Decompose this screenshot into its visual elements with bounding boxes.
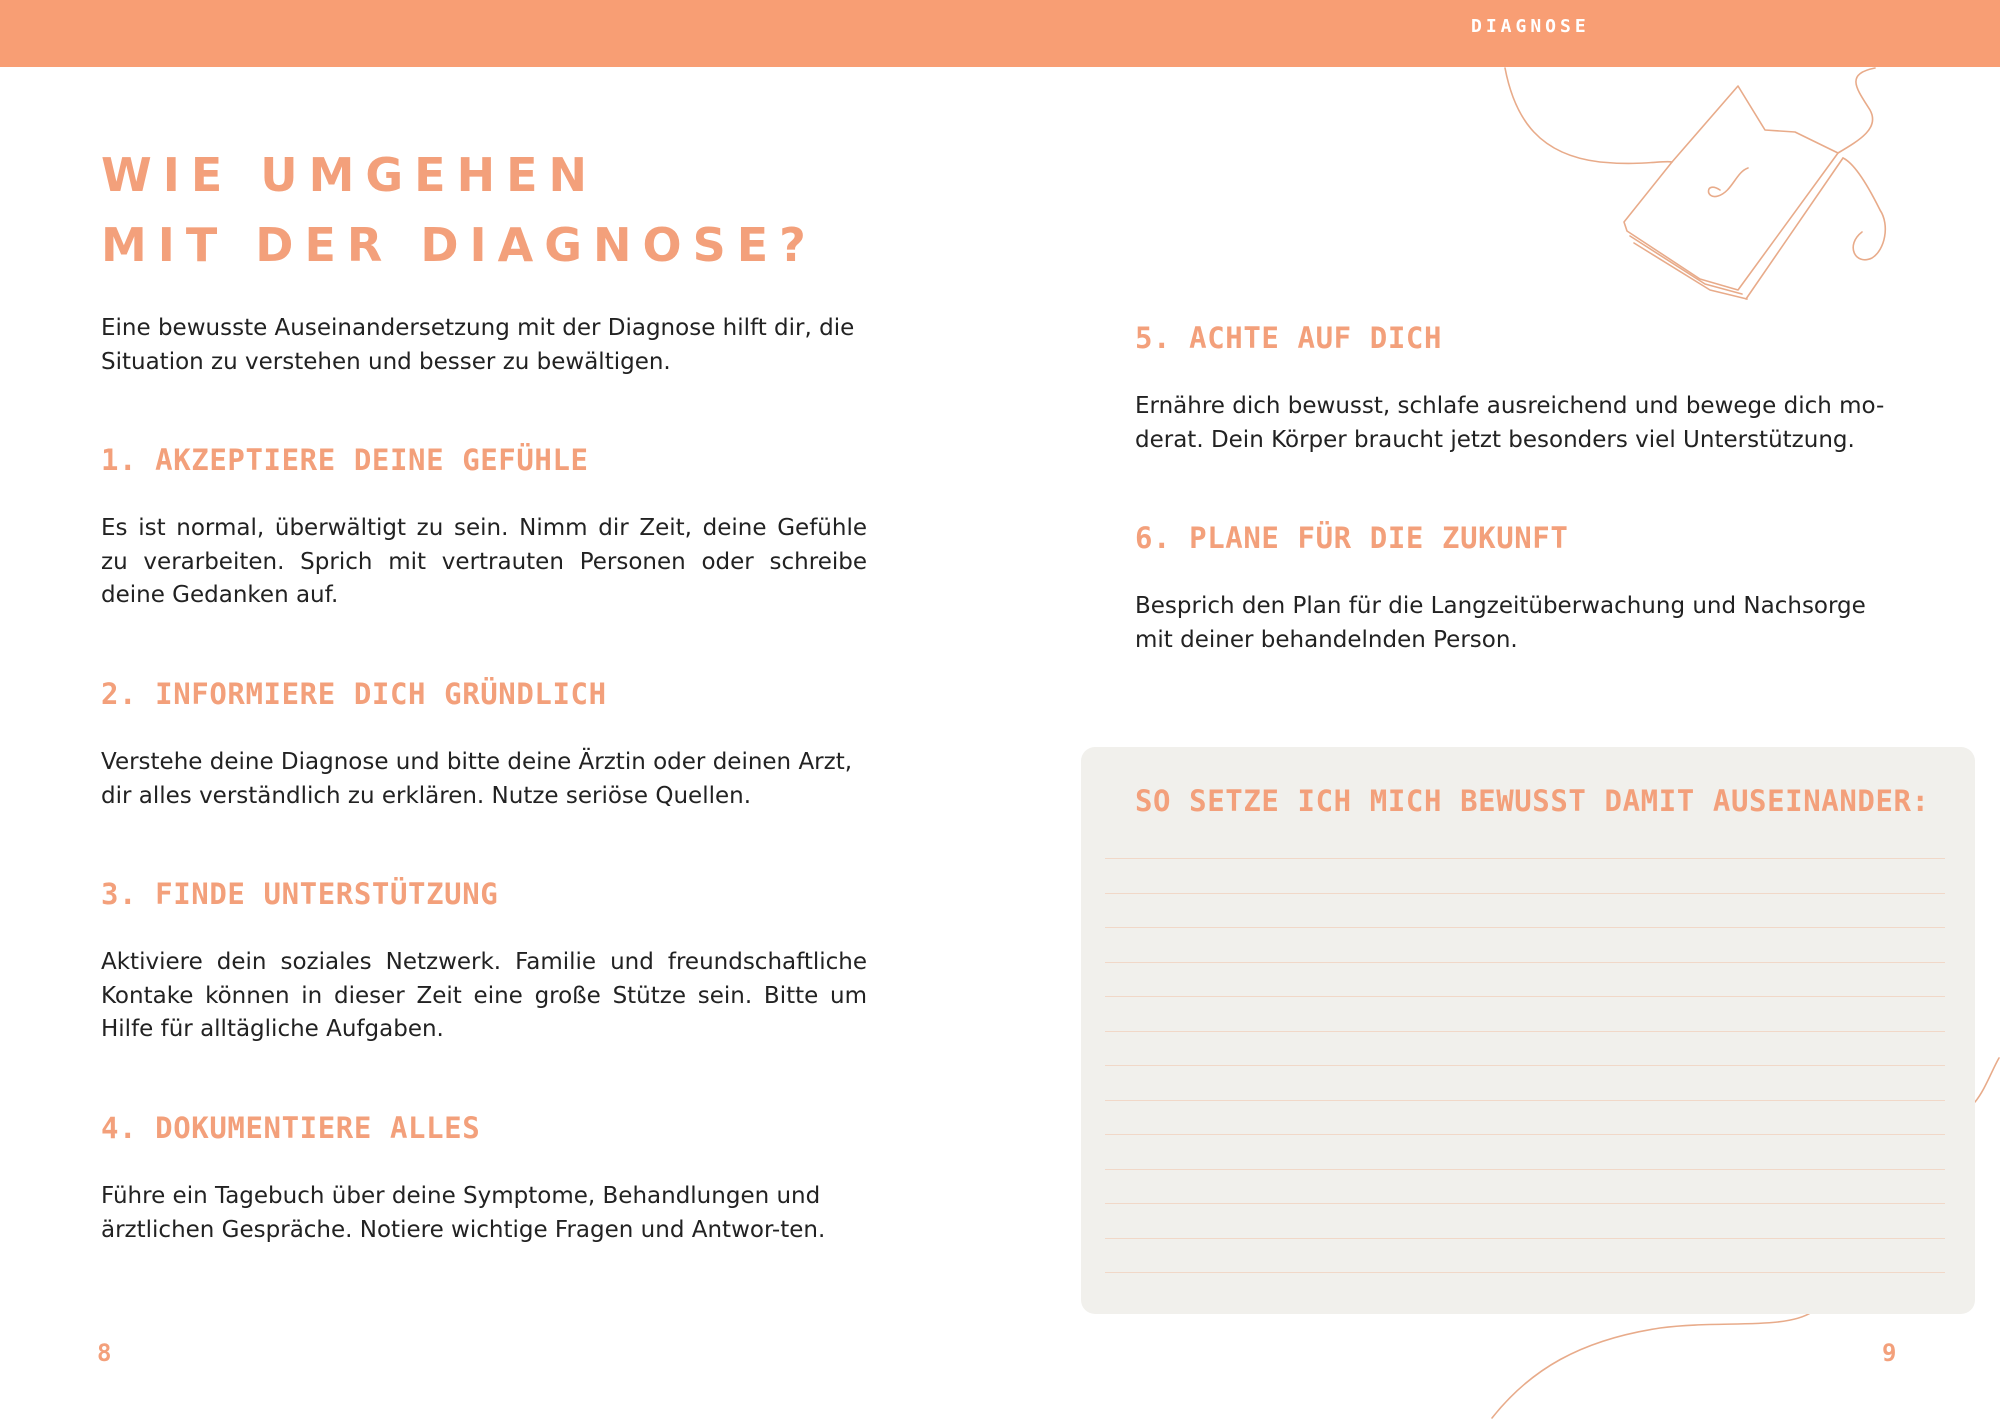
section-5-body: Ernähre dich bewusst, schlafe ausreichend und bewege dich mo-derat. Dein Körper braucht jetzt besonders viel Unterstützung. — [1135, 393, 1885, 453]
header-bar — [0, 0, 2000, 67]
page-title — [101, 140, 817, 280]
note-line[interactable] — [1105, 1272, 1945, 1273]
note-line[interactable] — [1105, 1134, 1945, 1135]
page-number-right: 9 — [1882, 1339, 1897, 1367]
section-3-heading: 3. FINDE UNTERSTÜTZUNG — [101, 877, 499, 911]
note-line[interactable] — [1105, 1065, 1945, 1066]
section-4-body: Führe ein Tagebuch über deine Symptome, Behandlungen und ärztlichen Gespräche. Notiere wichtige Fragen und Antwor-ten. — [101, 1183, 826, 1243]
note-line[interactable] — [1105, 893, 1945, 894]
note-line[interactable] — [1105, 1169, 1945, 1170]
intro-text: Eine bewusste Auseinandersetzung mit der Diagnose hilft dir, die Situation zu verstehen und besser zu bewältigen. — [101, 315, 855, 375]
page-number-left: 8 — [97, 1339, 112, 1367]
note-line[interactable] — [1105, 858, 1945, 859]
note-line[interactable] — [1105, 996, 1945, 997]
note-line[interactable] — [1105, 1203, 1945, 1204]
note-line[interactable] — [1105, 1238, 1945, 1239]
section-3-body: Aktiviere dein soziales Netzwerk. Familie und freundschaftliche Kontake können in dieser Zeit eine große Stütze sein. Bitte um Hilfe für alltägliche Aufgaben. — [101, 949, 867, 1042]
section-4-heading: 4. DOKUMENTIERE ALLES — [101, 1111, 481, 1145]
section-2-body: Verstehe deine Diagnose und bitte deine Ärztin oder deinen Arzt, dir alles verständlich zu erklären. Nutze seriöse Quellen. — [101, 749, 853, 809]
note-line[interactable] — [1105, 1100, 1945, 1101]
note-line[interactable] — [1105, 962, 1945, 963]
note-line[interactable] — [1105, 1031, 1945, 1032]
section-1-body: Es ist normal, überwältigt zu sein. Nimm dir Zeit, deine Gefühle zu verarbeiten. Sprich mit vertrauten Personen oder schreibe deine Gedanken auf. — [101, 515, 867, 608]
section-6-heading: 6. PLANE FÜR DIE ZUKUNFT — [1135, 521, 1569, 555]
section-2-heading: 2. INFORMIERE DICH GRÜNDLICH — [101, 677, 607, 711]
notes-panel — [1081, 747, 1975, 1314]
note-line[interactable] — [1105, 927, 1945, 928]
section-6-body: Besprich den Plan für die Langzeitüberwachung und Nachsorge mit deiner behandelnden Person. — [1135, 593, 1866, 653]
section-tag: DIAGNOSE — [1471, 16, 1590, 37]
section-5-heading: 5. ACHTE AUF DICH — [1135, 321, 1443, 355]
title-line-2: MIT DER DIAGNOSE? — [101, 218, 817, 272]
notes-heading: SO SETZE ICH MICH BEWUSST DAMIT AUSEINANDER: — [1135, 784, 1930, 818]
section-1-heading: 1. AKZEPTIERE DEINE GEFÜHLE — [101, 443, 589, 477]
title-line-1: WIE UMGEHEN — [101, 148, 599, 202]
